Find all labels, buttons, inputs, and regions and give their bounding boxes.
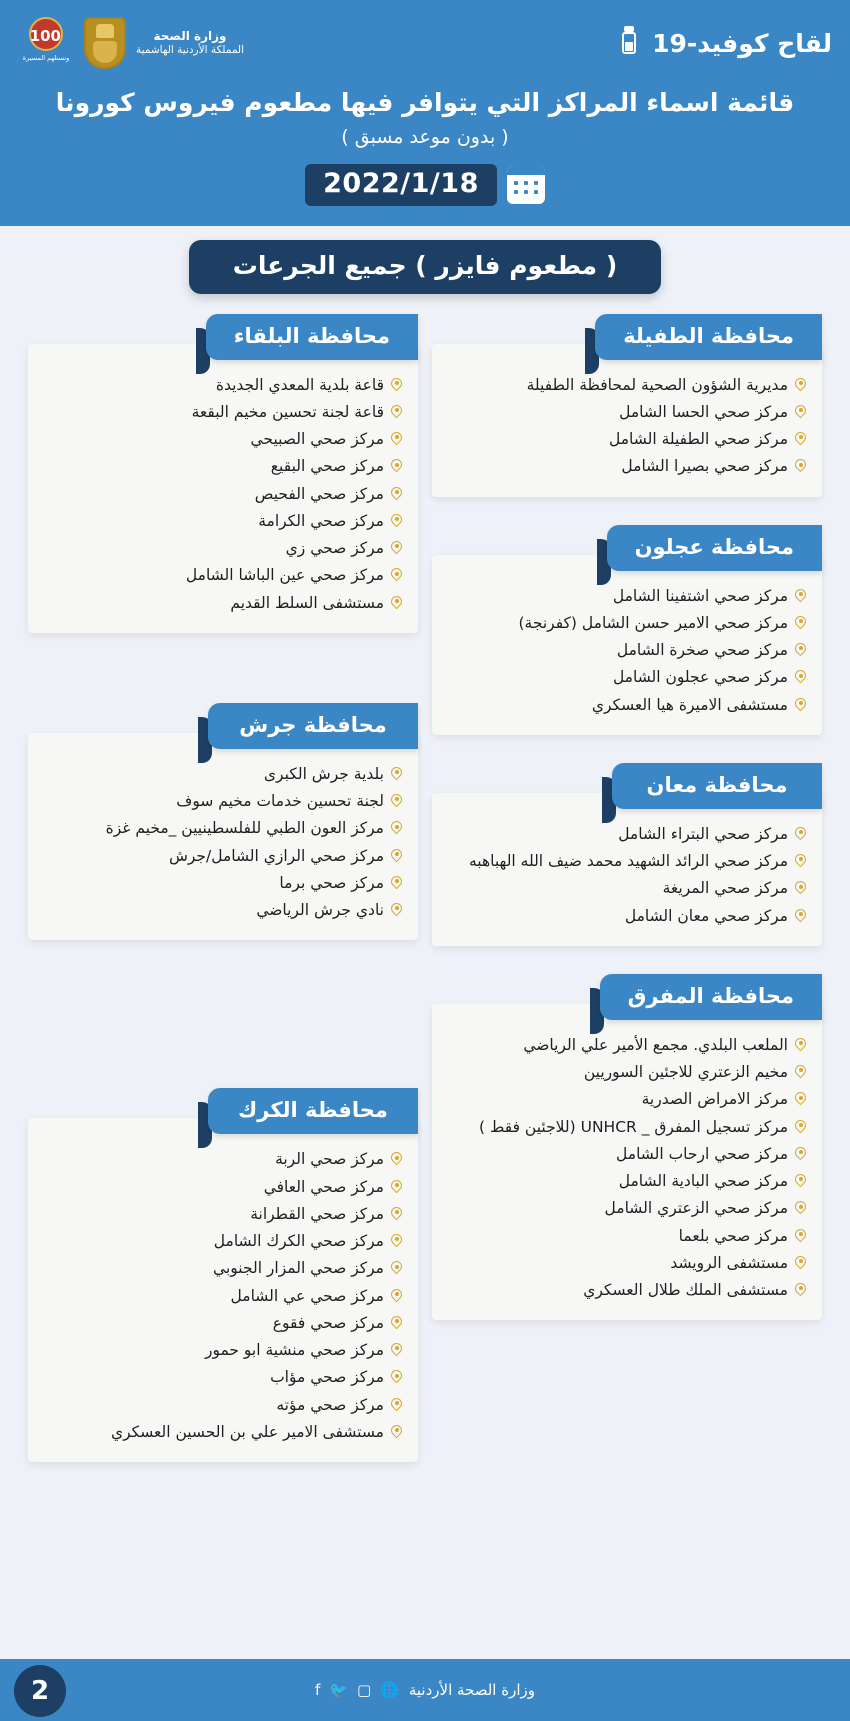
footer-text: وزارة الصحة الأردنية bbox=[408, 1681, 535, 1699]
list-item bbox=[448, 1277, 806, 1304]
list-item bbox=[448, 903, 806, 930]
center-name: لجنة تحسين خدمات مخيم سوف bbox=[176, 792, 384, 810]
list-item bbox=[44, 1174, 402, 1201]
date-value: 2022/1/18 bbox=[305, 164, 497, 206]
center-name: مديرية الشؤون الصحية لمحافظة الطفيلة bbox=[526, 375, 788, 394]
center-list bbox=[28, 1118, 418, 1462]
center-name: نادي جرش الرياضي bbox=[256, 901, 384, 919]
list-item bbox=[44, 897, 402, 924]
location-pin-icon bbox=[795, 698, 806, 713]
governorate-card-balqa bbox=[28, 314, 418, 633]
center-name: مستشفى الامير علي بن الحسين العسكري bbox=[110, 1422, 384, 1441]
list-item bbox=[448, 1168, 806, 1195]
center-name: مركز صحي الحسا الشامل bbox=[619, 402, 788, 421]
list-item bbox=[44, 1283, 402, 1310]
location-pin-icon bbox=[795, 1092, 806, 1107]
list-item bbox=[448, 1223, 806, 1250]
center-name: مركز صحي اشتفينا الشامل bbox=[612, 586, 788, 605]
center-list bbox=[28, 344, 418, 633]
social-icons bbox=[315, 1680, 399, 1699]
dose-banner-wrap bbox=[0, 240, 850, 294]
list-item bbox=[448, 875, 806, 902]
list-item bbox=[44, 1419, 402, 1446]
list-item bbox=[44, 508, 402, 535]
centenary-subtitle: ونستلهم المسيرة bbox=[22, 54, 70, 62]
location-pin-icon bbox=[391, 903, 402, 918]
location-pin-icon bbox=[795, 1120, 806, 1135]
list-item bbox=[448, 610, 806, 637]
list-item bbox=[44, 1228, 402, 1255]
governorate-title: محافظة البلقاء bbox=[206, 314, 418, 360]
governorate-card-maan bbox=[432, 763, 822, 946]
page-header bbox=[0, 0, 850, 226]
center-list bbox=[28, 733, 418, 941]
center-list bbox=[432, 1004, 822, 1321]
center-name: مركز صحي معان الشامل bbox=[624, 906, 788, 925]
location-pin-icon bbox=[391, 849, 402, 864]
governorate-title: محافظة عجلون bbox=[607, 525, 822, 571]
center-name: مركز صحي مؤاب bbox=[270, 1368, 384, 1387]
date-chip bbox=[305, 164, 545, 206]
governorate-card-jerash bbox=[28, 703, 418, 941]
list-item bbox=[44, 843, 402, 870]
list-item bbox=[448, 1114, 806, 1141]
location-pin-icon bbox=[795, 432, 806, 447]
location-pin-icon bbox=[795, 589, 806, 604]
location-pin-icon bbox=[391, 1343, 402, 1358]
list-item bbox=[44, 1146, 402, 1173]
center-name: مركز صحي الصبيحي bbox=[250, 430, 384, 448]
center-name: مركز صحي منشية ابو حمور bbox=[204, 1341, 384, 1359]
list-item bbox=[448, 372, 806, 399]
governorate-columns bbox=[0, 294, 850, 1654]
list-item bbox=[44, 761, 402, 788]
jordan-crest-icon bbox=[84, 17, 126, 69]
center-name: مخيم الزعتري للاجئين السوريين bbox=[583, 1063, 788, 1081]
center-name: مستشفى الملك طلال العسكري bbox=[583, 1281, 788, 1299]
list-item bbox=[44, 562, 402, 589]
page-title: قائمة اسماء المراكز التي يتوافر فيها مطعوم فيروس كورونا bbox=[55, 88, 795, 117]
location-pin-icon bbox=[391, 1370, 402, 1385]
list-item bbox=[448, 821, 806, 848]
location-pin-icon bbox=[795, 827, 806, 842]
location-pin-icon bbox=[795, 1229, 806, 1244]
list-item bbox=[44, 426, 402, 453]
location-pin-icon bbox=[391, 1207, 402, 1222]
list-item bbox=[448, 583, 806, 610]
center-name: مركز صحي صخرة الشامل bbox=[616, 641, 788, 659]
location-pin-icon bbox=[391, 1425, 402, 1440]
center-name: مركز صحي برما bbox=[279, 873, 384, 892]
center-name: مركز صحي عجلون الشامل bbox=[612, 668, 788, 687]
center-name: مركز صحي فقوع bbox=[272, 1313, 384, 1332]
location-pin-icon bbox=[391, 767, 402, 782]
location-pin-icon bbox=[795, 854, 806, 869]
location-pin-icon bbox=[795, 405, 806, 420]
dose-banner: ( مطعوم فايزر ) جميع الجرعات bbox=[189, 240, 662, 294]
location-pin-icon bbox=[391, 568, 402, 583]
center-name: مركز صحي بلعما bbox=[678, 1226, 788, 1245]
list-item bbox=[448, 1141, 806, 1168]
location-pin-icon bbox=[795, 1038, 806, 1053]
list-item bbox=[448, 399, 806, 426]
center-name: مركز صحي الطفيلة الشامل bbox=[609, 430, 788, 448]
list-item bbox=[448, 1250, 806, 1277]
center-name: مركز صحي ارحاب الشامل bbox=[616, 1144, 788, 1163]
list-item bbox=[44, 1310, 402, 1337]
vaccine-bottle-icon bbox=[614, 26, 644, 60]
location-pin-icon bbox=[795, 670, 806, 685]
list-item bbox=[448, 848, 806, 875]
location-pin-icon bbox=[391, 876, 402, 891]
center-name: مركز العون الطبي للفلسطينيين _مخيم غزة bbox=[105, 819, 384, 838]
governorate-card-tafilah bbox=[432, 314, 822, 497]
center-name: مركز صحي زي bbox=[285, 539, 384, 557]
instagram-icon[interactable]: ▢ bbox=[356, 1680, 372, 1699]
center-name: مركز صحي بصيرا الشامل bbox=[621, 457, 788, 476]
center-name: مستشفى الرويشد bbox=[670, 1253, 788, 1272]
location-pin-icon bbox=[795, 1174, 806, 1189]
list-item bbox=[44, 1255, 402, 1282]
location-pin-icon bbox=[391, 596, 402, 611]
location-pin-icon bbox=[795, 1256, 806, 1271]
page-subtitle: ( بدون موعد مسبق ) bbox=[341, 125, 509, 148]
list-item bbox=[448, 1059, 806, 1086]
list-item bbox=[44, 1337, 402, 1364]
facebook-icon[interactable]: f bbox=[315, 1680, 321, 1699]
list-item bbox=[448, 453, 806, 480]
list-item bbox=[44, 815, 402, 842]
center-name: مركز صحي عي الشامل bbox=[230, 1286, 384, 1305]
center-name: مركز صحي الفحيص bbox=[254, 484, 384, 503]
ministry-line-2: المملكة الأردنية الهاشمية bbox=[136, 43, 245, 56]
governorate-title: محافظة المفرق bbox=[600, 974, 822, 1020]
governorate-card-ajloun bbox=[432, 525, 822, 735]
location-pin-icon bbox=[391, 1180, 402, 1195]
center-list bbox=[432, 344, 822, 497]
location-pin-icon bbox=[795, 881, 806, 896]
calendar-icon bbox=[507, 166, 545, 204]
center-name: مركز صحي البقيع bbox=[270, 457, 384, 476]
center-name: مركز صحي البتراء الشامل bbox=[618, 824, 788, 843]
center-name: مركز صحي الامير حسن الشامل (كفرنجة) bbox=[518, 613, 788, 632]
centenary-number: 100 bbox=[29, 17, 63, 51]
location-pin-icon bbox=[795, 1147, 806, 1162]
list-item bbox=[44, 590, 402, 617]
center-name: مركز صحي مؤته bbox=[276, 1395, 384, 1414]
center-name: مركز صحي المزار الجنوبي bbox=[213, 1259, 384, 1278]
location-pin-icon bbox=[391, 1289, 402, 1304]
center-name: مركز صحي البادية الشامل bbox=[618, 1172, 788, 1190]
center-name: الملعب البلدي. مجمع الأمير علي الرياضي bbox=[523, 1035, 788, 1054]
center-name: مركز صحي الزعتري الشامل bbox=[604, 1199, 788, 1218]
globe-icon[interactable]: 🌐 bbox=[380, 1680, 399, 1699]
list-item bbox=[44, 453, 402, 480]
brand-title: لقاح كوفيد-19 bbox=[652, 28, 832, 58]
center-name: مركز صحي الرائد الشهيد محمد ضيف الله الهباهبه bbox=[468, 852, 788, 870]
location-pin-icon bbox=[795, 1283, 806, 1298]
location-pin-icon bbox=[391, 1152, 402, 1167]
location-pin-icon bbox=[391, 459, 402, 474]
center-name: مركز صحي القطرانة bbox=[250, 1204, 384, 1223]
list-item bbox=[44, 870, 402, 897]
list-item bbox=[44, 1201, 402, 1228]
list-item bbox=[44, 788, 402, 815]
list-item bbox=[448, 692, 806, 719]
location-pin-icon bbox=[391, 541, 402, 556]
list-item bbox=[44, 399, 402, 426]
location-pin-icon bbox=[795, 616, 806, 631]
list-item bbox=[448, 1032, 806, 1059]
list-item bbox=[44, 535, 402, 562]
center-name: مركز صحي الربة bbox=[275, 1150, 384, 1169]
list-item bbox=[448, 637, 806, 664]
list-item bbox=[44, 481, 402, 508]
center-name: مركز صحي الرازي الشامل/جرش bbox=[168, 846, 384, 865]
center-name: مركز صحي الكرامة bbox=[258, 511, 384, 530]
list-item bbox=[448, 1195, 806, 1222]
location-pin-icon bbox=[391, 378, 402, 393]
page-number: 2 bbox=[14, 1665, 66, 1717]
location-pin-icon bbox=[391, 514, 402, 529]
location-pin-icon bbox=[795, 643, 806, 658]
center-name: مركز صحي عين الباشا الشامل bbox=[185, 566, 384, 585]
center-name: مستشفى الاميرة هيا العسكري bbox=[591, 695, 788, 714]
column-left bbox=[28, 314, 418, 1654]
location-pin-icon bbox=[391, 1398, 402, 1413]
covid-vaccine-brand bbox=[614, 26, 832, 60]
location-pin-icon bbox=[391, 1316, 402, 1331]
center-name: مركز تسجيل المفرق _ UNHCR (للاجئين فقط ) bbox=[479, 1117, 788, 1136]
page-footer bbox=[0, 1659, 850, 1721]
location-pin-icon bbox=[391, 1234, 402, 1249]
governorate-title: محافظة الكرك bbox=[208, 1088, 418, 1134]
list-item bbox=[448, 1086, 806, 1113]
location-pin-icon bbox=[391, 1261, 402, 1276]
center-name: مركز صحي الكرك الشامل bbox=[213, 1232, 384, 1250]
list-item bbox=[448, 664, 806, 691]
center-name: مركز صحي العافي bbox=[263, 1177, 384, 1196]
column-right bbox=[432, 314, 822, 1654]
location-pin-icon bbox=[391, 794, 402, 809]
location-pin-icon bbox=[795, 459, 806, 474]
center-name: مركز الامراض الصدرية bbox=[641, 1090, 788, 1109]
header-title-block bbox=[18, 84, 832, 208]
location-pin-icon bbox=[391, 487, 402, 502]
center-name: مستشفى السلط القديم bbox=[230, 593, 384, 612]
center-name: قاعة بلدية المعدي الجديدة bbox=[215, 375, 384, 394]
ministry-logo-group bbox=[18, 17, 244, 69]
center-list bbox=[432, 555, 822, 735]
ministry-text bbox=[136, 29, 244, 57]
location-pin-icon bbox=[795, 909, 806, 924]
governorate-title: محافظة الطفيلة bbox=[595, 314, 822, 360]
centenary-logo bbox=[18, 17, 74, 69]
location-pin-icon bbox=[391, 821, 402, 836]
location-pin-icon bbox=[795, 1201, 806, 1216]
location-pin-icon bbox=[391, 405, 402, 420]
location-pin-icon bbox=[795, 1065, 806, 1080]
governorate-title: محافظة جرش bbox=[208, 703, 418, 749]
twitter-icon[interactable]: 🐦 bbox=[329, 1680, 348, 1699]
ministry-line-1: وزارة الصحة bbox=[153, 28, 227, 43]
list-item bbox=[44, 372, 402, 399]
governorate-card-mafraq bbox=[432, 974, 822, 1321]
location-pin-icon bbox=[391, 432, 402, 447]
center-name: مركز صحي المريغة bbox=[662, 879, 788, 898]
center-name: بلدية جرش الكبرى bbox=[263, 764, 384, 783]
center-name: قاعة لجنة تحسين مخيم البقعة bbox=[191, 402, 384, 421]
governorate-title: محافظة معان bbox=[612, 763, 822, 809]
list-item bbox=[448, 426, 806, 453]
location-pin-icon bbox=[795, 378, 806, 393]
governorate-card-karak bbox=[28, 1088, 418, 1462]
center-list bbox=[432, 793, 822, 946]
list-item bbox=[44, 1364, 402, 1391]
list-item bbox=[44, 1392, 402, 1419]
header-top-row bbox=[18, 10, 832, 76]
